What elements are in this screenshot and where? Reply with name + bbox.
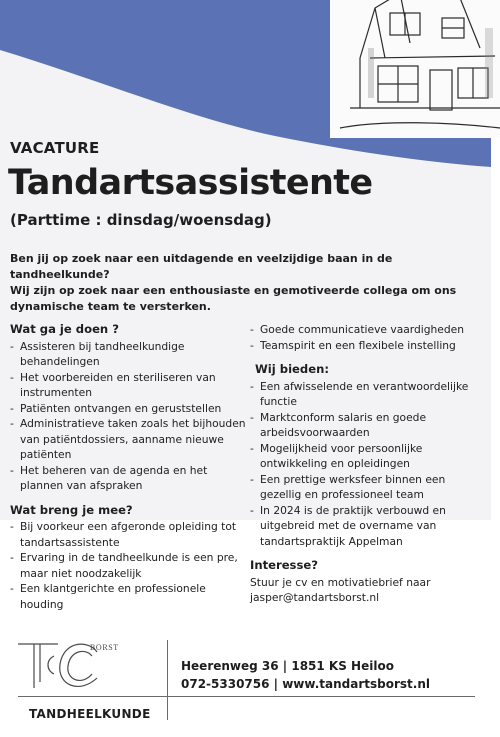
list-item: - Administratieve taken zoals het bijhouden van patiëntdossiers, aanname nieuwe patiënten xyxy=(10,416,246,463)
email-link[interactable]: jasper@tandartsborst.nl xyxy=(250,591,380,604)
section-heading-mee: Wat breng je mee? xyxy=(10,502,133,517)
list-item: - Mogelijkheid voor persoonlijke ontwikkeling en opleidingen xyxy=(250,441,486,472)
list-item: - Het voorbereiden en steriliseren van instrumenten xyxy=(10,370,246,401)
list-item: - Een klantgerichte en professionele houding xyxy=(10,581,246,612)
logo-wordmark: TANDHEELKUNDE xyxy=(29,707,151,721)
list-mee-continued xyxy=(250,322,486,353)
intro-line-1: Ben jij op zoek naar een uitdagende en veelzijdige baan in de tandheelkunde? xyxy=(10,252,393,281)
list-item: - Assisteren bij tandheelkundige behandelingen xyxy=(10,339,246,370)
logo-small-text: BORST xyxy=(90,643,119,652)
list-item: - Het beheren van de agenda en het plannen van afspraken xyxy=(10,463,246,494)
page-title: Tandartsassistente xyxy=(8,163,373,203)
left-column xyxy=(10,322,246,612)
intro-line-2: Wij zijn op zoek naar een enthousiaste en gemotiveerde collega om ons dynamische team te versterken. xyxy=(10,284,457,313)
footer-vertical-divider xyxy=(167,640,168,720)
phone-website-line[interactable]: 072-5330756 | www.tandartsborst.nl xyxy=(181,677,430,691)
list-item: - Een afwisselende en verantwoordelijke functie xyxy=(250,379,486,410)
list-item: - Patiënten ontvangen en geruststellen xyxy=(10,401,246,417)
section-heading-doen: Wat ga je doen ? xyxy=(10,322,119,336)
address-line: Heerenweg 36 | 1851 KS Heiloo xyxy=(181,659,394,673)
kicker: VACATURE xyxy=(10,139,100,157)
section-heading-interesse: Interesse? xyxy=(250,558,318,572)
interesse-line: Stuur je cv en motivatiebrief naar xyxy=(250,575,431,589)
list-mee xyxy=(10,519,246,612)
footer-divider xyxy=(18,696,475,697)
house-photo xyxy=(330,0,500,138)
house-sketch-icon xyxy=(330,0,500,138)
list-item: - Goede communicatieve vaardigheden xyxy=(250,322,486,338)
list-item: - Teamspirit en een flexibele instelling xyxy=(250,338,486,354)
list-item: - In 2024 is de praktijk verbouwd en uitgebreid met de overname van tandartspraktijk Appelman xyxy=(250,503,486,550)
section-heading-bieden: Wij bieden: xyxy=(255,362,329,376)
list-item: - Een prettige werksfeer binnen een gezellig en professioneel team xyxy=(250,472,486,503)
right-column xyxy=(250,322,486,606)
subtitle: (Parttime : dinsdag/woensdag) xyxy=(10,211,272,229)
list-doen xyxy=(10,339,246,494)
list-item: - Ervaring in de tandheelkunde is een pre, maar niet noodzakelijk xyxy=(10,550,246,581)
practice-logo xyxy=(14,638,119,692)
list-item: - Bij voorkeur een afgeronde opleiding tot tandartsassistente xyxy=(10,519,246,550)
list-item: - Marktconform salaris en goede arbeidsvoorwaarden xyxy=(250,410,486,441)
intro xyxy=(10,251,488,315)
contact-address xyxy=(181,657,430,693)
list-bieden xyxy=(250,379,486,550)
